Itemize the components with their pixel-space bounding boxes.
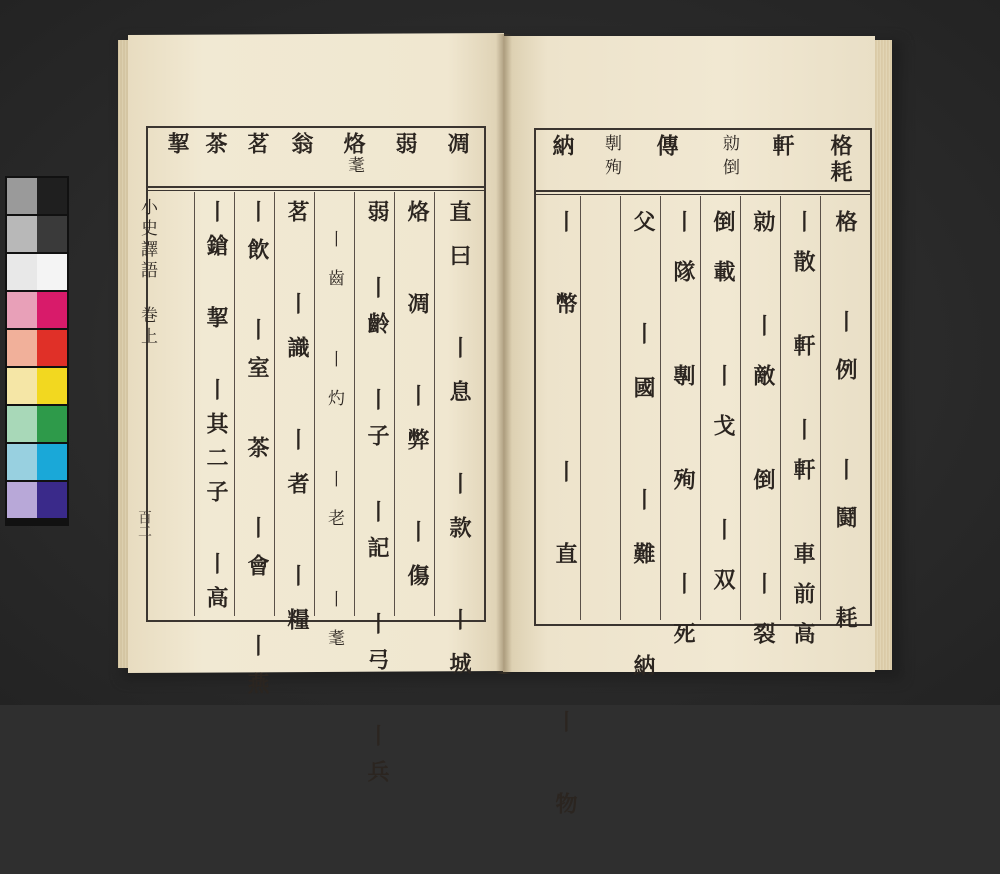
- left-header-rule-2: [146, 190, 484, 191]
- text-column: 倒載 丨戈 丨双: [710, 210, 736, 618]
- column-divider: [780, 196, 781, 620]
- text-column: 直曰 丨息 丨款 丨城: [446, 200, 472, 696]
- header-word: 烙: [340, 132, 366, 156]
- right-header: [549, 134, 862, 188]
- header-word: 納: [549, 134, 575, 158]
- margin-title: 小史譯語 巻上: [137, 198, 157, 348]
- header-word: 茗: [244, 132, 270, 156]
- column-divider: [354, 192, 355, 616]
- color-checker: [5, 176, 69, 526]
- column-divider: [700, 196, 701, 620]
- text-column: 弱 丨齡 丨子 丨記 丨弓 丨兵: [364, 200, 390, 796]
- column-divider: [434, 192, 435, 616]
- header-word: 勍: [719, 134, 739, 153]
- text-column: 茗 丨識 丨者 丨糧: [284, 200, 310, 652]
- header-word: 格: [827, 134, 853, 158]
- header-word: 弱: [392, 132, 418, 156]
- text-column: 烙 凋 丨弊 丨傷: [404, 200, 430, 608]
- column-divider: [740, 196, 741, 620]
- header-word: 耄: [344, 156, 364, 175]
- column-divider: [314, 192, 315, 616]
- left-header: [164, 132, 473, 182]
- header-word: 凋: [444, 132, 470, 156]
- header-word: 剸: [601, 134, 621, 153]
- text-column: 丨隊 剸 殉 丨死: [670, 210, 696, 672]
- text-column: 丨飲 丨室 茶 丨會 丨燕: [244, 200, 270, 710]
- right-frame: [534, 128, 872, 626]
- column-divider: [820, 196, 821, 620]
- column-divider: [394, 192, 395, 616]
- folio-number: 百二: [136, 510, 152, 538]
- text-column: 父 丨國 丨難 納: [630, 210, 656, 708]
- right-header-rule-2: [534, 194, 870, 195]
- column-divider: [274, 192, 275, 616]
- header-word: 茶: [202, 132, 228, 156]
- text-column: 格 丨例 丨鬪 耗: [832, 210, 858, 654]
- book-gutter: [496, 34, 512, 674]
- left-header-rule: [146, 186, 484, 188]
- header-word: 倒: [719, 158, 739, 177]
- text-column: 丨鎗 挈 丨其二子 丨高: [203, 200, 229, 620]
- text-column: 丨齒 丨灼 丨老 丨耄: [324, 230, 344, 668]
- header-word: 挈: [164, 132, 190, 156]
- text-column: 丨幣 丨直 丨物: [552, 210, 578, 874]
- column-divider: [620, 196, 621, 620]
- right-header-rule: [534, 190, 870, 192]
- header-word: 殉: [601, 158, 621, 177]
- left-frame: [146, 126, 486, 622]
- header-word: 軒: [769, 134, 795, 158]
- column-divider: [660, 196, 661, 620]
- header-word: 傳: [653, 134, 679, 158]
- column-divider: [234, 192, 235, 616]
- header-word: 翁: [288, 132, 314, 156]
- header-word: 耗: [827, 160, 853, 184]
- column-divider: [194, 192, 195, 616]
- text-column: 勍 丨敵 倒 丨裂: [750, 210, 776, 672]
- text-column: 丨散 軒 丨軒 車前高: [790, 210, 816, 662]
